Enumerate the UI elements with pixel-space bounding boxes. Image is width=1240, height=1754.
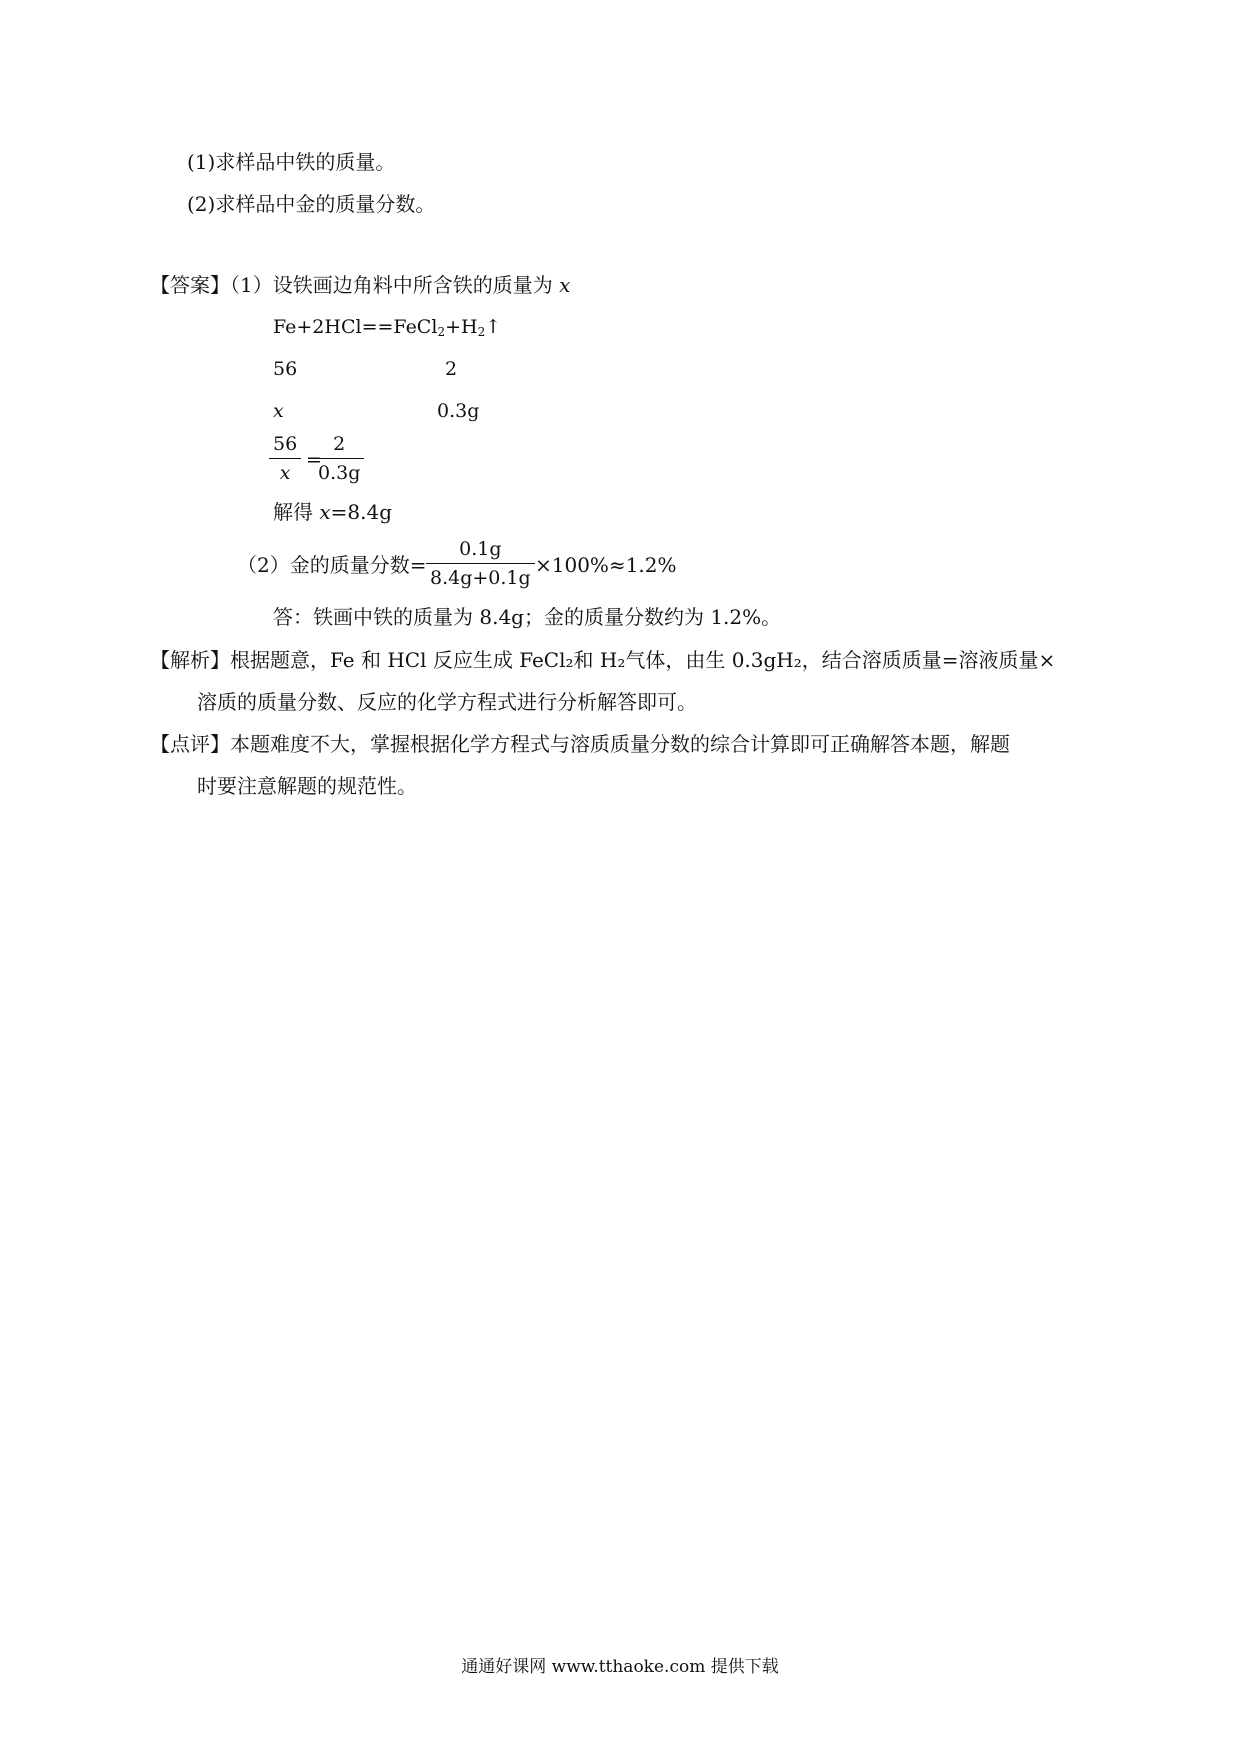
equation-left: Fe+2HCl==FeCl	[273, 316, 438, 338]
answer-tag: 【答案】	[150, 273, 230, 297]
fraction-bar	[314, 458, 364, 459]
proportion-left-denominator: x	[279, 462, 291, 484]
equation-h-subscript: 2	[477, 325, 486, 339]
fraction-bar	[269, 458, 301, 459]
proportion-right-numerator: 2	[333, 433, 346, 455]
page-footer: 通通好课网 www.tthaoke.com 提供下载	[461, 1657, 779, 1677]
analysis-line-2: 溶质的质量分数、反应的化学方程式进行分析解答即可。	[197, 690, 697, 714]
fe-ratio: 56	[273, 358, 298, 380]
question-1: (1)求样品中铁的质量。	[187, 150, 396, 174]
solve-variable: x	[319, 500, 331, 524]
gold-fraction-denominator: 8.4g+0.1g	[430, 567, 531, 589]
h2-mass: 0.3g	[437, 400, 480, 422]
part2-suffix: ×100%≈1.2%	[535, 553, 677, 577]
proportion-equals: =	[306, 449, 322, 471]
part2-prefix: （2）金的质量分数=	[237, 553, 427, 577]
gold-fraction	[426, 537, 535, 590]
equation-h: +H	[445, 316, 478, 338]
proportion-right	[314, 432, 364, 485]
solve-result: =8.4g	[330, 500, 393, 524]
fe-unknown: x	[273, 400, 284, 422]
question-2: (2)求样品中金的质量分数。	[187, 192, 436, 216]
gas-arrow: ↑	[485, 316, 502, 338]
comment-tag: 【点评】	[150, 732, 230, 756]
fraction-bar	[426, 563, 535, 564]
proportion-right-denominator: 0.3g	[318, 462, 361, 484]
chemical-equation	[273, 315, 501, 339]
analysis-tag: 【解析】	[150, 648, 230, 672]
solve-line	[273, 500, 392, 524]
answer-part1-intro: （1）设铁画边角料中所含铁的质量为	[230, 273, 560, 297]
solve-prefix: 解得	[273, 500, 320, 524]
answer-line-1	[150, 273, 570, 297]
analysis-text-1: 根据题意，Fe 和 HCl 反应生成 FeCl₂和 H₂气体，由生 0.3gH₂，结合溶质质量=溶液质量×	[230, 648, 1056, 672]
gold-fraction-numerator: 0.1g	[459, 538, 502, 560]
analysis-line-1	[150, 648, 1055, 672]
variable-x: x	[559, 273, 571, 297]
comment-line-2: 时要注意解题的规范性。	[197, 774, 417, 798]
h2-ratio: 2	[445, 358, 458, 380]
comment-text-1: 本题难度不大，掌握根据化学方程式与溶质质量分数的综合计算即可正确解答本题，解题	[230, 732, 1010, 756]
proportion-left	[269, 432, 301, 485]
final-answer: 答：铁画中铁的质量为 8.4g；金的质量分数约为 1.2%。	[273, 605, 782, 629]
proportion-left-numerator: 56	[273, 433, 298, 455]
comment-line-1	[150, 732, 1010, 756]
equation-subscript: 2	[437, 325, 446, 339]
